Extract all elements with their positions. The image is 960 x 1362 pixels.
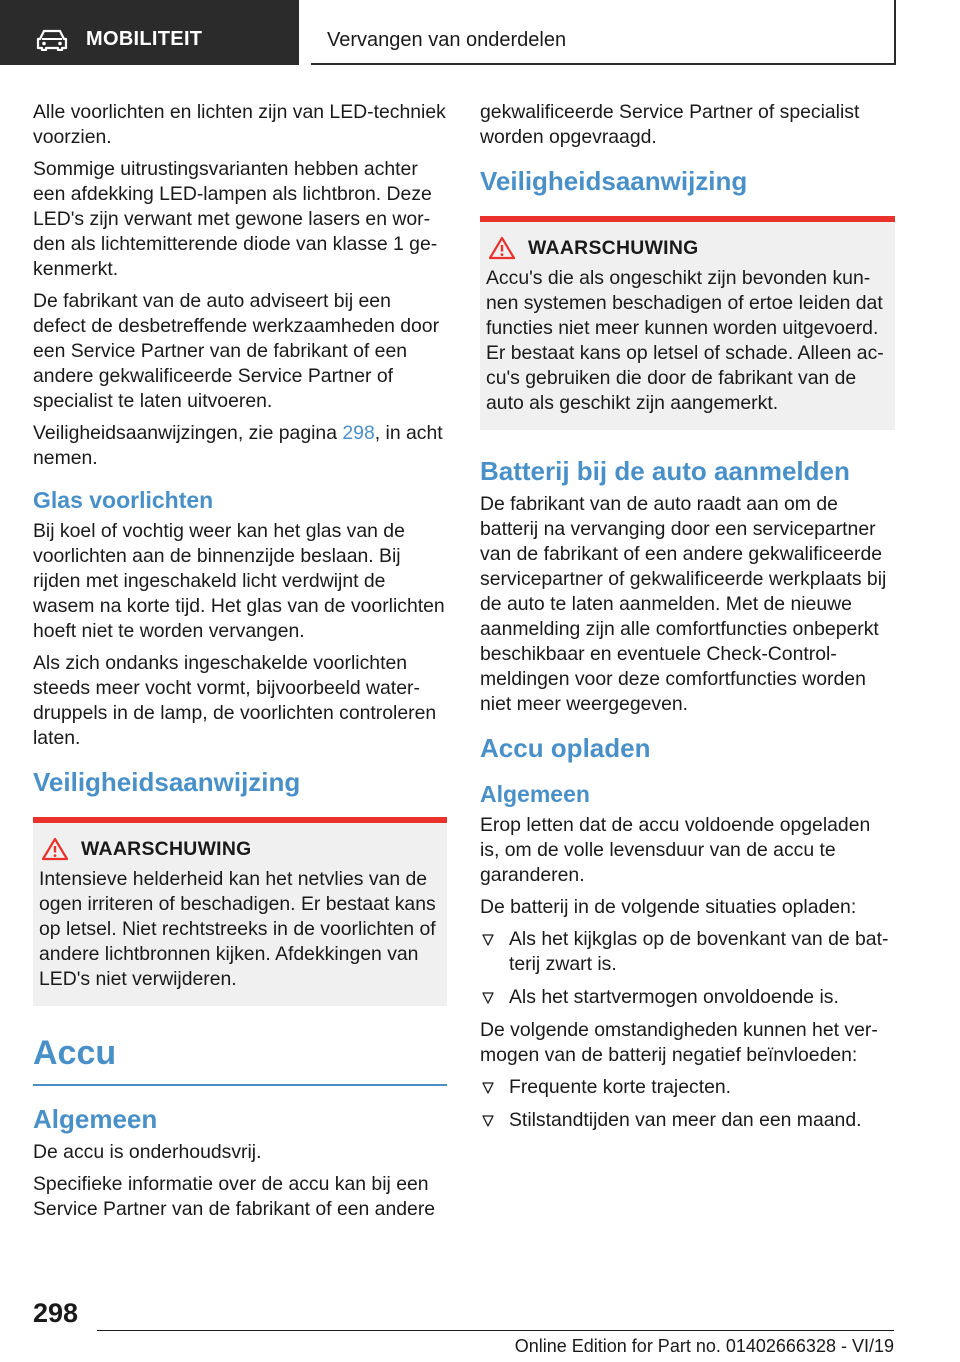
- paragraph: De fabrikant van de auto adviseert bij een defect de desbetreffende werkzaamheden door een Service Partner van de fabrikant of een andere gekwalificeerde Service Partner of specialist te laten uitvoeren.: [33, 290, 440, 412]
- paragraph: Alle voorlichten en lichten zijn van LED-techniek voorzien.: [33, 101, 446, 148]
- list-item: [480, 927, 895, 977]
- warning-box: [33, 817, 447, 1006]
- right-column: [480, 100, 895, 1141]
- heading-algemeen: Algemeen: [480, 781, 590, 807]
- paragraph: De batterij in de volgende situaties opladen:: [480, 896, 857, 918]
- list-item: [480, 1075, 895, 1100]
- paragraph-with-link: [33, 421, 447, 471]
- paragraph: Sommige uitrustingsvarianten hebben achter een afdekking LED-lampen als lichtbron. Deze LED's zijn verwant met gewone lasers en worden als lichtemitterende diode van klasse 1 gekenmerkt.: [33, 158, 438, 280]
- list-item-text: Als het startvermogen onvoldoende is.: [509, 986, 839, 1008]
- heading-batterij-aanmelden: Batterij bij de auto aanmelden: [480, 456, 850, 486]
- header-section-tab: [0, 0, 299, 65]
- paragraph: Specifieke informatie over de accu kan bij een Service Partner van de fabrikant of een andere: [33, 1173, 436, 1220]
- heading-glas-voorlichten: Glas voorlichten: [33, 487, 214, 513]
- bullet-list: [480, 927, 895, 1010]
- paragraph: Als zich ondanks ingeschakelde voorlichten steeds meer vocht vormt, bijvoorbeeld waterdruppels in de lamp, de voorlichten controleren laten.: [33, 652, 437, 749]
- paragraph: Erop letten dat de accu voldoende opgeladen is, om de volle levensduur van de accu te garanderen.: [480, 814, 871, 886]
- text: Veiligheidsaanwijzingen, zie pagina: [33, 422, 343, 444]
- list-item: [480, 985, 895, 1010]
- triangle-bullet-icon: [482, 934, 494, 946]
- header-chapter-title: Vervangen van onderdelen: [327, 29, 567, 51]
- text: , in acht nemen.: [33, 422, 443, 469]
- warning-text: Accu's die als ongeschikt zijn bevonden kunnen systemen beschadigen of ertoe leiden dat functies niet meer kunnen worden uitgevoerd. Er bestaat kans op letsel of schade. Alleen accu's gebruiken die door de fabrikant van de auto als geschikt zijn aangemerkt.: [486, 267, 884, 414]
- triangle-bullet-icon: [482, 1115, 494, 1127]
- heading-accu-opladen: Accu opladen: [480, 733, 651, 763]
- warning-triangle-icon: [488, 236, 516, 260]
- paragraph: De fabrikant van de auto raadt aan om de batterij na vervanging door een servicepartner van de fabrikant of een andere gekwalificeerde servicepartner of gekwalificeerde werkplaats bij de auto te laten aanmelden. Met de nieuwe aanmelding zijn alle comfortfuncties onbeperkt beschikbaar en eventuele Check-Control-meldingen voor deze comfortfuncties worden niet meer weergegeven.: [480, 493, 887, 715]
- paragraph: De accu is onderhoudsvrij.: [33, 1141, 262, 1163]
- bullet-list: [480, 1075, 895, 1133]
- paragraph: gekwalificeerde Service Partner of specialist worden opgevraagd.: [480, 101, 860, 148]
- warning-header: [486, 236, 889, 260]
- list-item-text: Stilstandtijden van meer dan een maand.: [509, 1109, 862, 1131]
- warning-box: [480, 216, 895, 430]
- page-number: 298: [33, 1298, 79, 1328]
- triangle-bullet-icon: [482, 1082, 494, 1094]
- list-item-text: Frequente korte trajecten.: [509, 1076, 732, 1098]
- car-icon: [36, 29, 68, 51]
- warning-text: Intensieve helderheid kan het netvlies van de ogen irriteren of beschadigen. Er bestaat kans op letsel. Niet rechtstreeks in de voorlichten of andere lichtbronnen kijken. Afdekkingen van LED's niet verwijderen.: [39, 868, 436, 990]
- page-link[interactable]: 298: [342, 422, 375, 444]
- left-column: [33, 100, 447, 1229]
- list-item: [480, 1108, 895, 1133]
- header-chapter-box: [311, 0, 896, 65]
- triangle-bullet-icon: [482, 992, 494, 1004]
- heading-accu: Accu: [33, 1030, 447, 1086]
- heading-veiligheidsaanwijzing: Veiligheidsaanwijzing: [33, 767, 301, 797]
- paragraph: Bij koel of vochtig weer kan het glas van de voorlichten aan de binnenzijde beslaan. Bij rijden met ingeschakeld licht verdwijnt de wasem na korte tijd. Het glas van de voorlichten hoeft niet te worden vervangen.: [33, 520, 445, 642]
- warning-title: WAARSCHUWING: [81, 837, 252, 860]
- warning-triangle-icon: [41, 837, 69, 861]
- header-section-title: MOBILITEIT: [86, 28, 203, 50]
- warning-header: [39, 837, 441, 861]
- list-item-text: Als het kijkglas op de bovenkant van de batterij zwart is.: [509, 928, 889, 975]
- heading-veiligheidsaanwijzing: Veiligheidsaanwijzing: [480, 166, 748, 196]
- footer-edition: Online Edition for Part no. 01402666328 - VI/19: [514, 1336, 894, 1356]
- warning-title: WAARSCHUWING: [528, 236, 699, 259]
- heading-algemeen: Algemeen: [33, 1104, 158, 1134]
- footer-divider: [97, 1330, 894, 1331]
- paragraph: De volgende omstandigheden kunnen het vermogen van de batterij negatief beïnvloeden:: [480, 1019, 878, 1066]
